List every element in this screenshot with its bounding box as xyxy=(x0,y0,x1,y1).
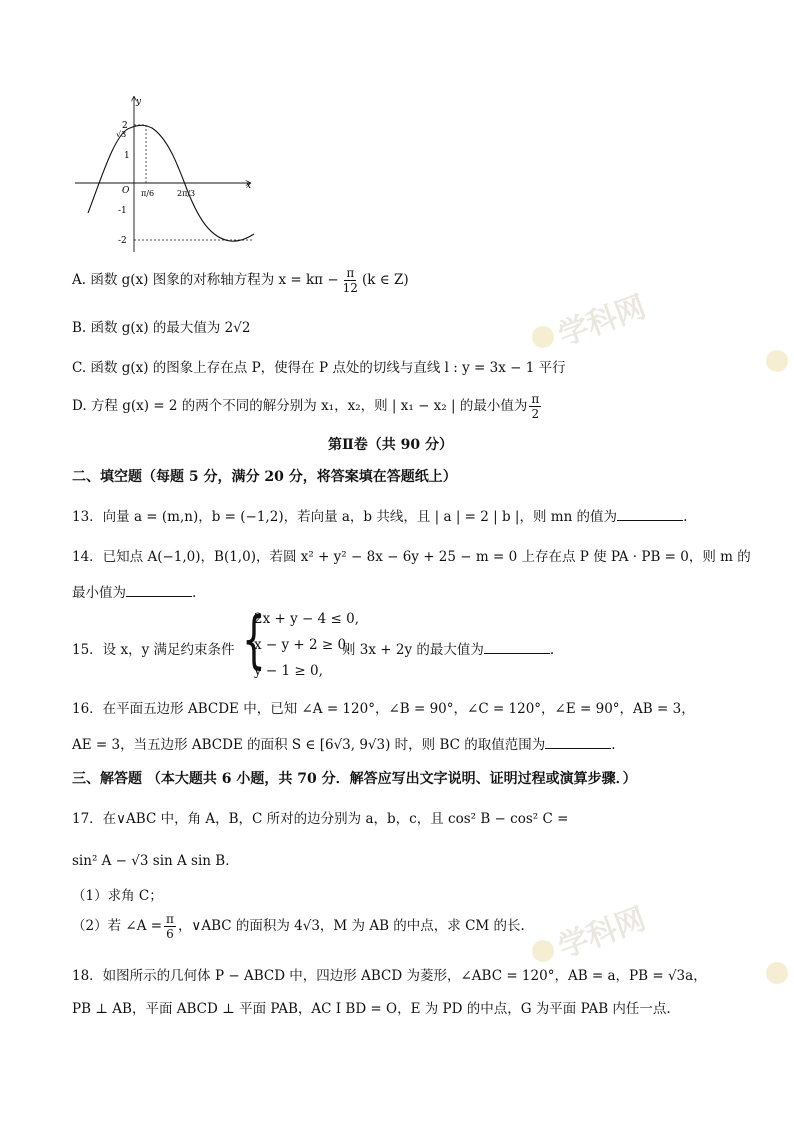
option-b: B. 函数 g(x) 的最大值为 2√2 xyxy=(72,320,251,336)
question-17-part2: （2）若 ∠A = $\frac{\pi}{6}$ ，∨ABC 的面积为 4√3，M 为 AB 的中点，求 CM 的长. xyxy=(72,912,525,941)
option-d: D. 方程 g(x) = 2 的两个不同的解分别为 x₁，x₂，则 | x₁ − x₂ | 的最小值为 $\frac{\pi}{2}$ xyxy=(72,392,540,421)
sine-graph-figure xyxy=(70,92,260,257)
x-tick-2pi-3: 2π/3 xyxy=(177,189,196,198)
answer-blank xyxy=(126,583,192,597)
question-18-line1: 18．如图所示的几何体 P − ABCD 中，四边形 ABCD 为菱形，∠ABC = 120°，AB = a，PB = √3a， xyxy=(72,968,707,984)
y-tick-2: 2 xyxy=(122,121,128,131)
question-13: 13．向量 a = (m,n)，b = (−1,2)，若向量 a，b 共线，且 | a | = 2 | b |，则 mn 的值为 . xyxy=(72,509,688,525)
watermark-bulb-icon xyxy=(532,326,554,348)
part2-heading: 二、填空题（每题 5 分，满分 20 分，将答案填在答题纸上） xyxy=(72,469,457,485)
option-a: A. 函数 g(x) 图象的对称轴方程为 x = kπ − $\frac{\pi}{12}$ (k ∈ Z) xyxy=(72,266,409,295)
y-tick-1: 1 xyxy=(124,151,130,161)
x-axis-label: x xyxy=(246,181,252,191)
question-16-line2: AE = 3，当五边形 ABCDE 的面积 S ∈ [6√3, 9√3) 时，则 BC 的取值范围为 . xyxy=(72,737,616,753)
question-17-line1: 17．在∨ABC 中，角 A，B，C 所对的边分别为 a，b，c，且 cos² B − cos² C = xyxy=(72,811,569,827)
option-c: C. 函数 g(x) 的图象上存在点 P，使得在 P 点处的切线与直线 l : y = 3x − 1 平行 xyxy=(72,360,566,376)
question-17-line2: sin² A − √3 sin A sin B． xyxy=(72,853,239,869)
question-17-part1: （1）求角 C； xyxy=(72,888,163,904)
part3-heading: 三、解答题 （本大题共 6 小题，共 70 分．解答应写出文字说明、证明过程或演算步骤．） xyxy=(72,771,637,787)
section-title: 第Ⅱ卷（共 90 分） xyxy=(328,437,454,453)
question-15-tail: 则 3x + 2y 的最大值为 . xyxy=(342,642,555,658)
watermark-bulb-icon xyxy=(532,940,554,962)
y-tick-neg1: -1 xyxy=(118,206,127,216)
answer-blank xyxy=(545,735,611,749)
origin-label: O xyxy=(122,186,130,196)
watermark-bulb-icon xyxy=(766,350,788,372)
constraint-system: { 2x + y − 4 ≤ 0, x − y + 2 ≥ 0, y − 1 ≥ 0, xyxy=(242,603,359,679)
watermark: 学科网 xyxy=(553,289,651,354)
y-tick-sqrt3: √3 xyxy=(116,130,127,139)
watermark-bulb-icon xyxy=(766,962,788,984)
y-axis-label: y xyxy=(136,97,142,107)
answer-blank xyxy=(484,640,550,654)
question-18-line2: PB ⊥ AB，平面 ABCD ⊥ 平面 PAB，AC I BD = O，E 为 PD 的中点，G 为平面 PAB 内任一点. xyxy=(72,1001,671,1017)
x-tick-pi-6: π/6 xyxy=(141,189,155,198)
question-15-lead: 15．设 x，y 满足约束条件 xyxy=(72,642,235,658)
question-14-line2: 最小值为 . xyxy=(72,585,197,601)
brace-icon: { xyxy=(242,603,266,676)
answer-blank xyxy=(617,507,683,521)
watermark: 学科网 xyxy=(553,901,651,966)
question-14-line1: 14．已知点 A(−1,0)，B(1,0)，若圆 x² + y² − 8x − 6y + 25 − m = 0 上存在点 P 使 PA · PB = 0，则 m 的 xyxy=(72,549,751,565)
question-16-line1: 16．在平面五边形 ABCDE 中，已知 ∠A = 120°，∠B = 90°，∠C = 120°，∠E = 90°，AB = 3， xyxy=(72,701,695,717)
y-tick-neg2: -2 xyxy=(118,236,127,246)
